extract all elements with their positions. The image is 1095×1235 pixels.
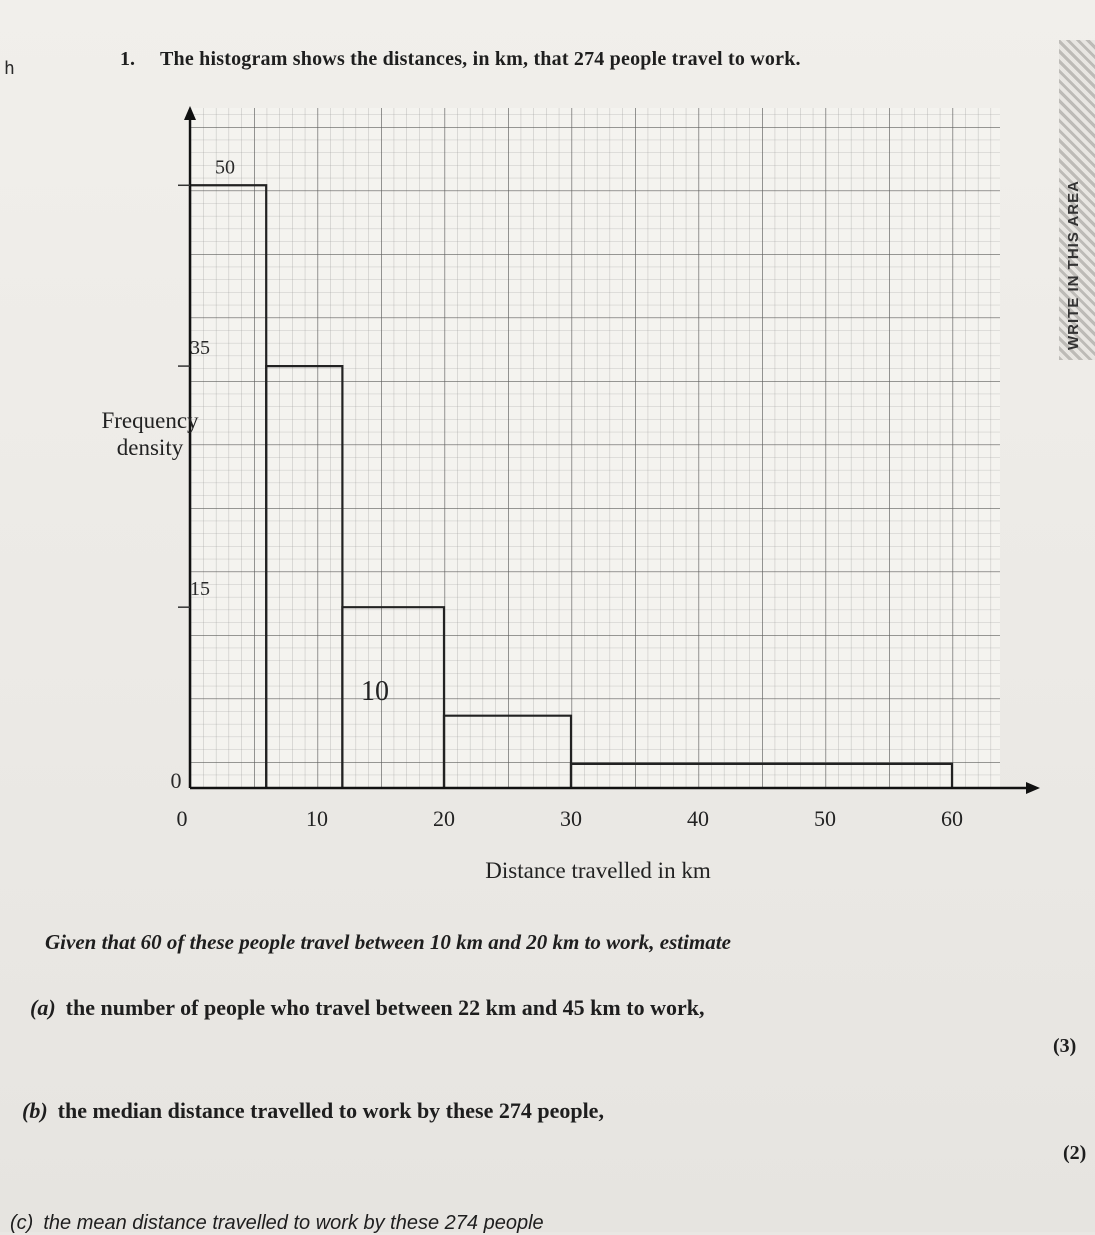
- x-tick-label-60: 60: [941, 806, 963, 831]
- part-a-text: the number of people who travel between 22 km and 45 km to work,: [65, 995, 705, 1020]
- y-label-35: 35: [190, 337, 210, 360]
- y-label-15: 15: [190, 578, 210, 601]
- y-label-50: 50: [215, 156, 235, 179]
- part-b-marks: (2): [1063, 1142, 1087, 1164]
- question-number: 1.: [120, 48, 135, 70]
- part-a-marks: (3): [1053, 1035, 1077, 1057]
- handwritten-annotation: 10: [361, 676, 389, 707]
- x-axis-title: Distance travelled in km: [485, 858, 711, 883]
- part-c-text: the mean distance travelled to work by these 274 people: [43, 1212, 544, 1234]
- part-a-label: (a): [30, 995, 56, 1020]
- part-b: [22, 1098, 604, 1124]
- corner-handwriting: h: [4, 58, 15, 79]
- part-c-label: (c): [10, 1212, 34, 1234]
- x-tick-label-10: 10: [306, 806, 328, 831]
- x-tick-label-40: 40: [687, 806, 709, 831]
- y-axis-title-line-2: density: [116, 435, 184, 460]
- part-b-label: (b): [22, 1098, 48, 1123]
- x-tick-label-0: 0: [176, 806, 188, 831]
- x-tick-label-20: 20: [433, 806, 455, 831]
- y-axis-title-line-1: Frequency: [101, 408, 199, 433]
- x-tick-label-50: 50: [814, 806, 836, 831]
- part-b-text: the median distance travelled to work by these 274 people,: [57, 1098, 604, 1123]
- x-tick-label-30: 30: [560, 806, 582, 831]
- part-a: [30, 995, 704, 1021]
- given-statement: Given that 60 of these people travel between 10 km and 20 km to work, estimate: [45, 930, 731, 954]
- y-label-0: 0: [170, 768, 182, 793]
- x-axis-arrowhead: [1026, 782, 1040, 794]
- question-intro: The histogram shows the distances, in km, that 274 people travel to work.: [160, 48, 801, 70]
- margin-warning-text: WRITE IN THIS AREA: [1065, 180, 1082, 350]
- grid-major-lines: [190, 108, 1000, 788]
- graph-paper-grid: [190, 108, 1000, 788]
